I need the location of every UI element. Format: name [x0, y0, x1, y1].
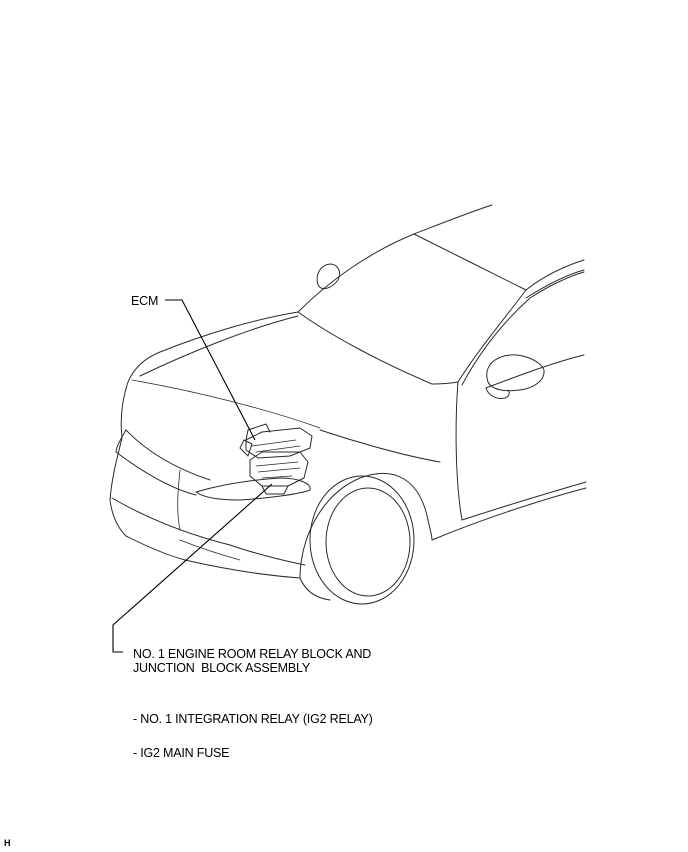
- ecm-label: ECM: [131, 294, 159, 308]
- relay-block-label-line2: JUNCTION BLOCK ASSEMBLY: [133, 661, 310, 675]
- main-fuse-label: - IG2 MAIN FUSE: [133, 746, 230, 760]
- car-outline: [110, 205, 586, 604]
- relay-block-leader-line: [113, 484, 272, 652]
- integration-relay-label: - NO. 1 INTEGRATION RELAY (IG2 RELAY): [133, 712, 373, 726]
- corner-mark: H: [4, 838, 11, 848]
- ecm-leader-line: [165, 300, 255, 440]
- relay-block-label-line1: NO. 1 ENGINE ROOM RELAY BLOCK AND: [133, 647, 372, 661]
